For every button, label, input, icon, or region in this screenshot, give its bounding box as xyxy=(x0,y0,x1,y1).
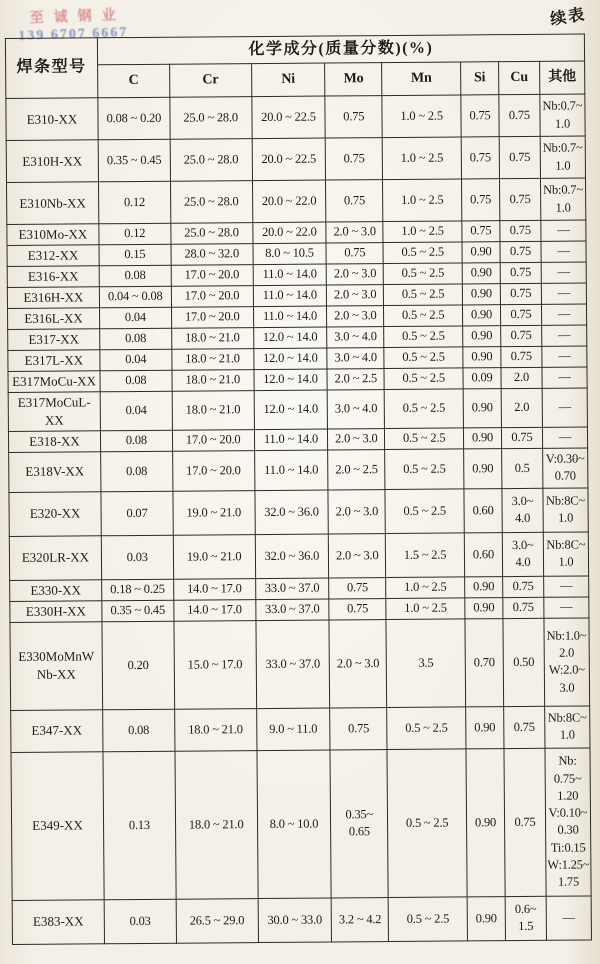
cell-cr: 19.0 ~ 21.0 xyxy=(173,534,255,579)
cell-ni: 11.0 ~ 14.0 xyxy=(253,306,327,328)
cell-other: V:0.30~ 0.70 xyxy=(543,448,588,488)
cell-ni: 32.0 ~ 36.0 xyxy=(254,490,328,535)
cell-cr: 26.5 ~ 29.0 xyxy=(176,898,258,943)
cell-other: — xyxy=(546,896,591,940)
cell-mo: 0.75 xyxy=(330,707,387,749)
cell-mn: 0.5 ~ 2.5 xyxy=(387,749,467,898)
cell-si: 0.90 xyxy=(463,428,501,449)
cell-ni: 33.0 ~ 37.0 xyxy=(255,620,330,709)
cell-other: Nb: 0.75~ 1.20 V:0.10~ 0.30 Ti:0.15 W:1.25~ 1.75 xyxy=(545,748,591,896)
cell-cu: 0.75 xyxy=(500,304,541,325)
cell-si: 0.75 xyxy=(461,137,499,179)
cell-cr: 14.0 ~ 17.0 xyxy=(174,599,256,621)
cell-mo: 3.0 ~ 4.0 xyxy=(327,327,384,348)
cell-c: 0.13 xyxy=(103,751,176,900)
cell-other: Nb:0.7~ 1.0 xyxy=(540,178,585,220)
cell-electrode-type: E317L-XX xyxy=(8,350,100,372)
cell-si: 0.90 xyxy=(465,598,503,619)
cell-mn: 3.5 xyxy=(386,619,465,708)
header-chemical-composition: 化学成分(质量分数)(%) xyxy=(97,34,584,65)
cell-electrode-type: E316H-XX xyxy=(7,287,99,309)
cell-cu: 0.75 xyxy=(504,748,546,896)
table-row xyxy=(6,136,585,183)
cell-cr: 28.0 ~ 32.0 xyxy=(171,244,253,266)
cell-other: Nb:8C~ 1.0 xyxy=(545,706,590,748)
cell-electrode-type: E330-XX xyxy=(10,580,102,602)
cell-c: 0.08 xyxy=(101,451,173,492)
cell-cu: 0.6~ 1.5 xyxy=(505,896,546,940)
cell-si: 0.90 xyxy=(463,305,501,326)
header-col-ni: Ni xyxy=(251,63,325,97)
cell-c: 0.03 xyxy=(101,535,173,580)
cell-mn: 0.5 ~ 2.5 xyxy=(384,284,463,306)
cell-mn: 0.5 ~ 2.5 xyxy=(385,449,464,490)
cell-cu: 2.0 xyxy=(501,388,542,427)
table-row xyxy=(6,94,585,141)
cell-ni: 11.0 ~ 14.0 xyxy=(253,264,327,286)
cell-mo: 2.0 ~ 3.0 xyxy=(327,306,384,327)
cell-c: 0.35 ~ 0.45 xyxy=(98,139,170,182)
cell-si: 0.90 xyxy=(463,347,501,368)
cell-si: 0.90 xyxy=(462,263,500,284)
cell-mo: 2.0 ~ 3.0 xyxy=(327,285,384,306)
cell-mn: 0.5 ~ 2.5 xyxy=(384,389,463,428)
cell-cu: 0.75 xyxy=(504,706,545,748)
cell-c: 0.08 xyxy=(100,430,172,452)
cell-mo: 2.0 ~ 3.0 xyxy=(329,619,387,707)
table-row xyxy=(7,178,586,225)
cell-mo: 2.0 ~ 3.0 xyxy=(329,533,386,577)
cell-si: 0.75 xyxy=(462,179,500,221)
cell-c: 0.07 xyxy=(101,491,173,536)
cell-c: 0.15 xyxy=(99,244,171,266)
cell-mn: 1.0 ~ 2.5 xyxy=(382,95,461,138)
cell-mn: 1.0 ~ 2.5 xyxy=(382,137,461,180)
cell-ni: 33.0 ~ 37.0 xyxy=(255,578,329,600)
cell-cu: 0.75 xyxy=(499,94,540,136)
cell-other: — xyxy=(541,304,586,325)
cell-ni: 8.0 ~ 10.5 xyxy=(253,243,327,265)
cell-c: 0.35 ~ 0.45 xyxy=(102,600,174,622)
cell-mn: 0.5 ~ 2.5 xyxy=(384,305,463,327)
cell-other: Nb:0.7~ 1.0 xyxy=(540,94,585,136)
cell-mn: 1.0 ~ 2.5 xyxy=(383,179,462,222)
cell-si: 0.09 xyxy=(463,368,501,389)
cell-other: — xyxy=(542,367,587,388)
cell-mn: 0.5 ~ 2.5 xyxy=(387,707,466,750)
cell-mo: 2.0 ~ 3.0 xyxy=(326,222,383,243)
cell-ni: 12.0 ~ 14.0 xyxy=(253,348,327,370)
cell-ni: 8.0 ~ 10.0 xyxy=(257,750,332,899)
cell-electrode-type: E320-XX xyxy=(9,492,101,537)
cell-mo: 2.0 ~ 3.0 xyxy=(328,428,385,449)
cell-cu: 2.0 xyxy=(501,367,542,388)
cell-mn: 0.5 ~ 2.5 xyxy=(383,242,462,264)
cell-electrode-type: E317MoCu-XX xyxy=(8,371,100,393)
table-row xyxy=(9,448,588,493)
cell-other: — xyxy=(542,388,587,427)
table-row xyxy=(9,488,588,537)
header-col-other: 其他 xyxy=(539,61,584,94)
cell-ni: 20.0 ~ 22.5 xyxy=(252,138,326,181)
cell-electrode-type: E330H-XX xyxy=(10,601,102,623)
cell-si: 0.90 xyxy=(463,326,501,347)
cell-electrode-type: E317-XX xyxy=(8,329,100,351)
table-body xyxy=(6,94,592,944)
cell-mn: 1.0 ~ 2.5 xyxy=(386,598,465,620)
table-row xyxy=(11,748,591,901)
cell-mo: 2.0 ~ 2.5 xyxy=(328,449,385,489)
header-col-cu: Cu xyxy=(499,61,540,94)
table-row xyxy=(11,706,590,753)
cell-ni: 12.0 ~ 14.0 xyxy=(253,327,327,349)
cell-ni: 32.0 ~ 36.0 xyxy=(255,534,329,579)
header-electrode-type: 焊条型号 xyxy=(5,38,97,99)
cell-other: — xyxy=(542,427,587,448)
cell-cr: 18.0 ~ 21.0 xyxy=(171,328,253,350)
cell-cu: 0.75 xyxy=(501,346,542,367)
cell-ni: 12.0 ~ 14.0 xyxy=(254,369,328,391)
cell-cr: 18.0 ~ 21.0 xyxy=(175,750,258,899)
cell-electrode-type: E383-XX xyxy=(12,900,104,945)
cell-other: — xyxy=(542,346,587,367)
cell-si: 0.90 xyxy=(467,897,505,941)
cell-electrode-type: E318V-XX xyxy=(9,452,101,493)
cell-cu: 0.75 xyxy=(503,576,544,597)
chemical-composition-table xyxy=(5,33,592,944)
cell-electrode-type: E316L-XX xyxy=(8,308,100,330)
cell-mn: 1.5 ~ 2.5 xyxy=(386,533,465,578)
cell-ni: 20.0 ~ 22.0 xyxy=(252,222,326,244)
cell-other: Nb:0.7~ 1.0 xyxy=(540,136,585,178)
cell-ni: 11.0 ~ 14.0 xyxy=(254,429,328,451)
cell-cu: 0.75 xyxy=(499,178,540,220)
cell-mo: 0.75 xyxy=(329,577,386,598)
cell-electrode-type: E316-XX xyxy=(7,266,99,288)
cell-cr: 25.0 ~ 28.0 xyxy=(170,97,252,140)
cell-cu: 0.75 xyxy=(500,241,541,262)
cell-other: — xyxy=(544,576,589,597)
cell-cu: 0.75 xyxy=(500,262,541,283)
cell-cr: 17.0 ~ 20.0 xyxy=(171,307,253,329)
cell-cr: 18.0 ~ 21.0 xyxy=(172,349,254,371)
cell-ni: 20.0 ~ 22.5 xyxy=(251,96,325,139)
cell-si: 0.90 xyxy=(462,284,500,305)
cell-cr: 19.0 ~ 21.0 xyxy=(173,490,255,535)
watermark-phone: 139 6707 6667 xyxy=(18,25,129,44)
cell-cu: 0.75 xyxy=(503,597,544,618)
cell-si: 0.70 xyxy=(465,619,504,707)
cell-cu: 0.75 xyxy=(500,220,541,241)
header-col-mo: Mo xyxy=(325,63,382,96)
cell-electrode-type: E312-XX xyxy=(7,245,99,267)
cell-c: 0.04 ~ 0.08 xyxy=(99,286,171,308)
cell-mo: 0.75 xyxy=(326,138,383,180)
cell-si: 0.75 xyxy=(461,95,499,137)
cell-mn: 0.5 ~ 2.5 xyxy=(384,347,463,369)
cell-cu: 0.50 xyxy=(503,618,545,706)
cell-other: Nb:8C~ 1.0 xyxy=(543,532,588,576)
cell-other: — xyxy=(541,262,586,283)
table-row xyxy=(10,618,590,711)
watermark-company: 至诚钢业 xyxy=(29,8,126,27)
cell-mo: 0.75 xyxy=(326,180,383,222)
cell-electrode-type: E310-XX xyxy=(6,98,98,141)
cell-c: 0.08 ~ 0.20 xyxy=(98,97,170,140)
cell-electrode-type: E310Nb-XX xyxy=(7,182,99,225)
continued-table-note: 续表 xyxy=(549,6,588,29)
cell-cu: 0.75 xyxy=(501,325,542,346)
cell-si: 0.90 xyxy=(462,242,500,263)
cell-ni: 20.0 ~ 22.0 xyxy=(252,180,326,223)
cell-cr: 25.0 ~ 28.0 xyxy=(171,223,253,245)
cell-c: 0.08 xyxy=(103,709,175,752)
cell-mn: 0.5 ~ 2.5 xyxy=(388,897,467,942)
table-row xyxy=(8,388,587,431)
table-row xyxy=(12,896,591,945)
cell-cr: 25.0 ~ 28.0 xyxy=(170,181,252,224)
cell-electrode-type: E320LR-XX xyxy=(9,536,101,581)
cell-c: 0.08 xyxy=(100,328,172,350)
cell-electrode-type: E310H-XX xyxy=(6,140,98,183)
table-row xyxy=(9,532,588,581)
cell-other: — xyxy=(541,283,586,304)
cell-mo: 3.0 ~ 4.0 xyxy=(327,390,384,429)
header-col-c: C xyxy=(98,64,170,98)
cell-mn: 0.5 ~ 2.5 xyxy=(385,489,464,534)
cell-other: — xyxy=(542,325,587,346)
cell-si: 0.90 xyxy=(463,389,501,428)
cell-cr: 18.0 ~ 21.0 xyxy=(172,391,254,431)
cell-cr: 17.0 ~ 20.0 xyxy=(171,286,253,308)
cell-other: — xyxy=(544,597,589,618)
cell-cr: 18.0 ~ 21.0 xyxy=(174,708,256,751)
cell-cr: 14.0 ~ 17.0 xyxy=(173,578,255,600)
cell-ni: 12.0 ~ 14.0 xyxy=(254,390,328,429)
cell-c: 0.12 xyxy=(98,181,170,224)
cell-electrode-type: E310Mo-XX xyxy=(7,224,99,246)
cell-c: 0.12 xyxy=(99,223,171,245)
cell-si: 0.90 xyxy=(464,449,502,489)
cell-mo: 0.75 xyxy=(326,243,383,264)
cell-cu: 3.0~ 4.0 xyxy=(502,532,543,576)
cell-c: 0.04 xyxy=(99,307,171,329)
cell-cr: 17.0 ~ 20.0 xyxy=(172,429,254,451)
cell-mn: 0.5 ~ 2.5 xyxy=(383,263,462,285)
cell-mo: 2.0 ~ 2.5 xyxy=(327,369,384,390)
cell-c: 0.08 xyxy=(100,370,172,392)
cell-c: 0.20 xyxy=(102,621,175,710)
cell-cu: 0.75 xyxy=(499,136,540,178)
cell-cr: 17.0 ~ 20.0 xyxy=(171,265,253,287)
cell-c: 0.04 xyxy=(100,391,172,430)
cell-si: 0.60 xyxy=(464,533,502,577)
cell-electrode-type: E349-XX xyxy=(11,752,104,901)
cell-mo: 0.75 xyxy=(329,598,386,619)
cell-ni: 9.0 ~ 11.0 xyxy=(256,708,330,751)
cell-mo: 3.0 ~ 4.0 xyxy=(327,348,384,369)
cell-other: — xyxy=(541,220,586,241)
cell-ni: 11.0 ~ 14.0 xyxy=(254,450,328,491)
cell-mn: 0.5 ~ 2.5 xyxy=(384,368,463,390)
cell-si: 0.75 xyxy=(462,221,500,242)
cell-electrode-type: E318-XX xyxy=(8,431,100,453)
cell-electrode-type: E347-XX xyxy=(11,710,103,753)
cell-electrode-type: E330MoMnW Nb-XX xyxy=(10,622,103,711)
cell-mn: 1.0 ~ 2.5 xyxy=(383,221,462,243)
cell-cu: 0.75 xyxy=(500,283,541,304)
cell-mo: 2.0 ~ 3.0 xyxy=(327,264,384,285)
cell-other: Nb:1.0~ 2.0 W:2.0~ 3.0 xyxy=(544,618,590,706)
cell-cr: 18.0 ~ 21.0 xyxy=(172,370,254,392)
cell-mo: 2.0 ~ 3.0 xyxy=(328,489,385,533)
cell-si: 0.90 xyxy=(465,577,503,598)
table-header xyxy=(5,34,584,99)
cell-mo: 0.75 xyxy=(325,96,382,138)
cell-ni: 33.0 ~ 37.0 xyxy=(255,599,329,621)
cell-c: 0.18 ~ 0.25 xyxy=(102,579,174,601)
cell-mo: 0.35~ 0.65 xyxy=(330,749,388,897)
cell-cu: 3.0~ 4.0 xyxy=(502,488,543,532)
cell-mo: 3.2 ~ 4.2 xyxy=(331,897,388,941)
cell-ni: 30.0 ~ 33.0 xyxy=(258,898,332,943)
cell-si: 0.90 xyxy=(466,749,505,897)
cell-cr: 17.0 ~ 20.0 xyxy=(172,450,254,491)
cell-mn: 0.5 ~ 2.5 xyxy=(385,428,464,450)
cell-electrode-type: E317MoCuL- XX xyxy=(8,392,100,432)
cell-mn: 1.0 ~ 2.5 xyxy=(386,577,465,599)
cell-cu: 0.5 xyxy=(502,448,543,488)
cell-cu: 0.75 xyxy=(501,427,542,448)
cell-ni: 11.0 ~ 14.0 xyxy=(253,285,327,307)
cell-si: 0.90 xyxy=(466,707,504,749)
header-col-cr: Cr xyxy=(169,64,251,98)
cell-mn: 0.5 ~ 2.5 xyxy=(384,326,463,348)
cell-other: — xyxy=(541,241,586,262)
cell-c: 0.08 xyxy=(99,265,171,287)
cell-si: 0.60 xyxy=(464,489,502,533)
header-col-mn: Mn xyxy=(382,62,461,96)
cell-cr: 15.0 ~ 17.0 xyxy=(174,620,256,709)
cell-cr: 25.0 ~ 28.0 xyxy=(170,139,252,182)
cell-other: Nb:8C~ 1.0 xyxy=(543,488,588,532)
cell-c: 0.03 xyxy=(104,899,176,944)
header-col-si: Si xyxy=(461,62,499,95)
cell-c: 0.04 xyxy=(100,349,172,371)
